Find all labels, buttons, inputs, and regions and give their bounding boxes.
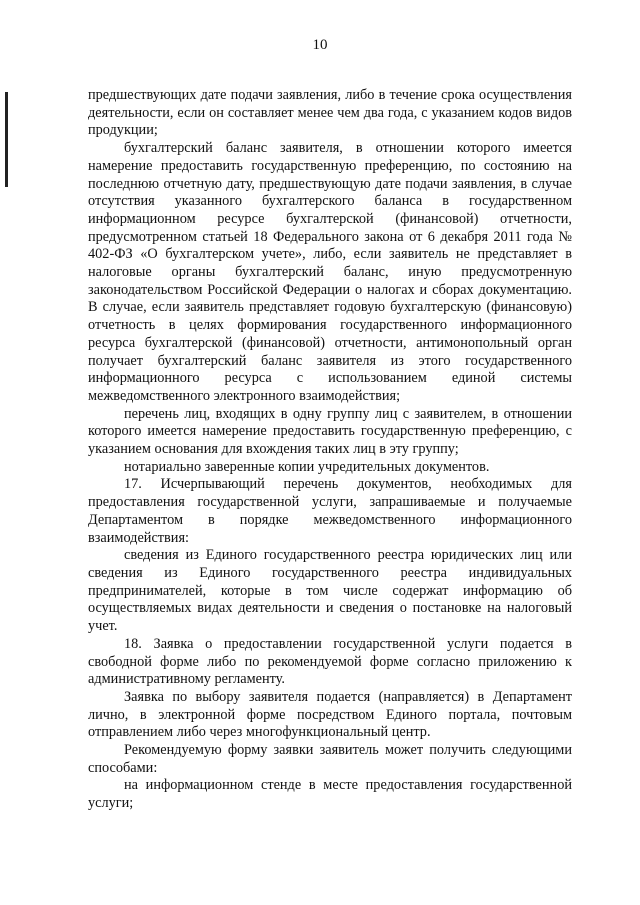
paragraph: 17. Исчерпывающий перечень документов, необходимых для предоставления государственной услуги, запрашиваемые и получаемые Департаментом в порядке межведомственного информационного взаимодействия:	[88, 476, 572, 546]
paragraph: перечень лиц, входящих в одну группу лиц с заявителем, в отношении которого имеется намерение предоставить государственную преференцию, с указанием основания для вхождения таких лиц в эту группу;	[88, 405, 572, 458]
paragraph: на информационном стенде в месте предоставления государственной услуги;	[88, 777, 572, 812]
paragraph: предшествующих дате подачи заявления, либо в течение срока осуществления деятельности, если он составляет менее чем два года, с указанием кодов видов продукции;	[88, 87, 572, 139]
paragraph: 18. Заявка о предоставлении государственной услуги подается в свободной форме либо по рекомендуемой форме согласно приложению к административному регламенту.	[88, 635, 572, 688]
paragraph: нотариально заверенные копии учредительных документов.	[124, 458, 490, 475]
paragraph: бухгалтерский баланс заявителя, в отношении которого имеется намерение предоставить государственную преференцию, по состоянию на последнюю отчетную дату, предшествующую дате подачи заявления, в случае отсутствия указанного бухгалтерского баланса в государственном информационном ресурсе бухгалтерской (финансовой) отчетности, предусмотренном статьей 18 Федерального закона от 6 декабря 2011 года № 402-ФЗ «О бухгалтерском учете», либо, если заявитель не представляет в налоговые органы бухгалтерский баланс, иную предусмотренную законодательством Российской Федерации о налогах и сборах документацию. В случае, если заявитель представляет годовую бухгалтерскую (финансовую) отчетность в целях формирования государственного информационного ресурса бухгалтерской (финансовой) отчетности, антимонопольный орган получает бухгалтерский баланс заявителя из этого государственного информационного ресурса с использованием единой системы межведомственного электронного взаимодействия;	[88, 140, 572, 404]
paragraph: Рекомендуемую форму заявки заявитель может получить следующими способами:	[88, 742, 572, 776]
document-body	[88, 87, 572, 813]
paragraph: Заявка по выбору заявителя подается (направляется) в Департамент лично, в электронной форме посредством Единого портала, почтовым отправлением либо через многофункциональный центр.	[88, 688, 572, 741]
paragraph: сведения из Единого государственного реестра юридических лиц или сведения из Единого государственного реестра индивидуальных предпринимателей, которые в том числе содержат информацию об осуществляемых видах деятельности и сведения о постановке на налоговый учет.	[88, 547, 572, 635]
page-number: 10	[312, 37, 328, 53]
margin-scan-mark	[5, 92, 8, 187]
